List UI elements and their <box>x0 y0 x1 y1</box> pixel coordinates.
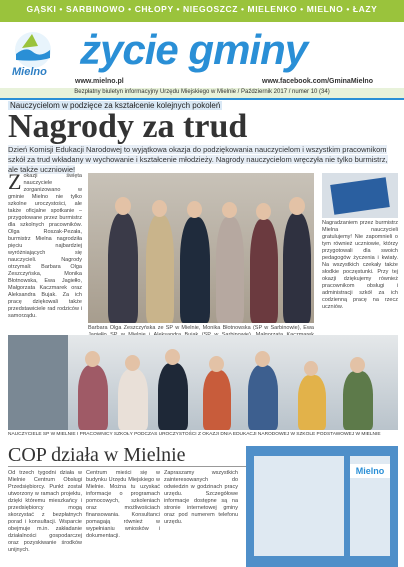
facebook-link[interactable]: www.facebook.com/GminaMielno <box>262 78 373 85</box>
article-headline: Nagrody za trud <box>8 108 248 145</box>
issue-subtitle: Bezpłatny biuletyn informacyjny Urzędu Miejskiego w Mielnie / Październik 2017 / numer 10 (34) <box>74 89 330 95</box>
website-link[interactable]: www.mielno.pl <box>75 78 124 85</box>
cop-column-1: Od trzech tygodni działa w Mielnie Centrum Obsługi Przedsiębiorcy. Punkt został utworzony w ramach projektu, dzięki któremu mieszkańcy i przedsiębiorcy mogą skorzystać z bezpłatnych porad i konsultacji. Wsparcie obejmuje m.in. zakładanie działalności gospodarczej oraz pozyskiwanie środków unijnych. <box>8 470 82 553</box>
cop-office-photo <box>246 446 398 567</box>
divider <box>0 98 404 100</box>
cop-sign: Mielno <box>350 464 390 478</box>
article-kicker: Nauczycielom w podzięce za kształcenie kolejnych pokoleń <box>10 101 221 110</box>
newsletter-title: życie gminy <box>80 26 308 73</box>
photo-caption-1: Barbara Olga Zeszczyńska ze SP w Mielnie, Monika Błotnowska (SP w Sarbinowie), Ewa <box>88 325 314 331</box>
article-column-3: Nagradzaniem przez burmistrz Mielna nauczycieli gratulujemy! Nie zapomnieli o tym również uczniowie, którzy przygotowali dla swoich pedagogów życzenia i kwiaty. Na wszystkich czekały także słodkie poczęstunki. Przy tej okazji dziękujemy również pracownikom obsługi i administracji szkół za ich codzienną pracę na rzecz uczniów. <box>322 220 398 310</box>
photo-caption-2: NAUCZYCIELE SP W MIELNIE I PRACOWNICY SZKOŁY PODCZAS UROCZYSTOŚCI Z OKAZJI DNIA EDUKACJI NARODOWEJ W SZKOLE PODSTAWOWEJ W MIELNIE <box>8 432 381 437</box>
award-photo <box>88 173 314 323</box>
column-1-text: okazji święta nauczyciele zorganizowano w gminie Mielno nie tylko szkolne uroczystości, ale także oficjalne spotkanie – przygotowane przez burmistrz dla szkolnych pracowników. Olga Roszak-Pezała, burmistrz Mielna nagrodziła pięciu najbardziej wyróżniających się nauczycieli. Nagrody otrzymali: Barbara Olga Zeszczyńska, Monika Błotnowska, Ewa Jagiełło, Małgorzata Kaczmarek oraz Aleksandra Bujak. Za ich pracę dziękowali także przedstawiciele rad rodziców i samorządu. <box>8 173 82 319</box>
section-heading: COP działa w Mielnie <box>8 444 186 466</box>
logo-text: Mielno <box>12 66 47 78</box>
dropcap: Z <box>8 173 22 194</box>
small-photo <box>322 173 398 218</box>
cop-column-3: Zapraszamy wszystkich zainteresowanych do odwiedzin w godzinach pracy urzędu. Szczegółowe informacje dostępne są na stronie internetowej gminy oraz pod numerem telefonu urzędu. <box>164 470 238 525</box>
classroom-photo <box>8 335 398 430</box>
places-list: GĄSKI • SARBINOWO • CHŁOPY • NIEGOSZCZ • MIELENKO • MIELNO • ŁAZY <box>26 4 378 14</box>
lead-text: Dzień Komisji Edukacji Narodowej to wyjątkowa okazja do podziękowania nauczycielom i wszystkim pracownikom szkół za trud wkładany w wychowanie i kształcenie młodzieży. Nagrody nauczycielom wręczyła nie tylko burmistrz, ale także uczniowie! <box>8 145 388 174</box>
article-lead <box>8 145 398 175</box>
cop-column-2: Centrum mieści się w budynku Urzędu Miejskiego w Mielnie. Można tu uzyskać informacje o programach pomocowych, szkoleniach oraz możliwościach finansowania. Konsultanci pomagają również w wypełnianiu wniosków i dokumentacji. <box>86 470 160 539</box>
